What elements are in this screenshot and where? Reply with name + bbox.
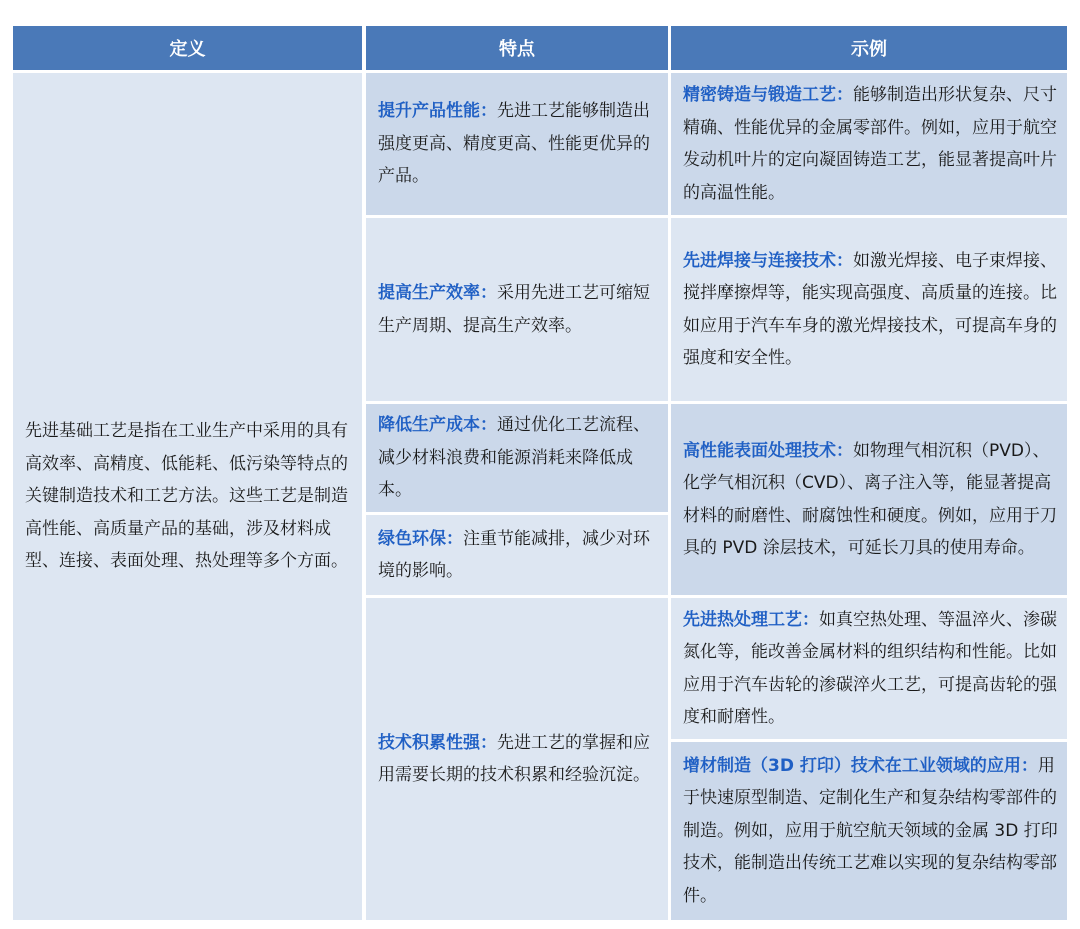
- feature-cell: [366, 515, 668, 595]
- header-definition-label: 定义: [169, 39, 206, 60]
- example-paragraph: [683, 245, 1059, 375]
- example-cell: [671, 742, 1067, 920]
- example-text: 如激光焊接、电子束焊接、搅拌摩擦焊等，能实现高强度、高质量的连接。比如应用于汽车车身的激光焊接技术，可提高车身的强度和安全性。: [683, 250, 1057, 368]
- example-paragraph: [683, 750, 1059, 913]
- example-cell: [671, 404, 1067, 595]
- header-features: [366, 26, 668, 70]
- feature-text: 通过优化工艺流程、减少材料浪费和能源消耗来降低成本。: [378, 415, 650, 501]
- feature-title: 提升产品性能：: [378, 101, 497, 122]
- feature-paragraph: [378, 277, 660, 342]
- feature-paragraph: [378, 95, 660, 193]
- feature-text: 先进工艺能够制造出强度更高、精度更高、性能更优异的产品。: [378, 101, 650, 187]
- header-definition: [13, 26, 362, 70]
- example-text: 如物理气相沉积（PVD）、化学气相沉积（CVD）、离子注入等，能显著提高材料的耐磨性、耐腐蚀性和硬度。例如，应用于刀具的 PVD 涂层技术，可延长刀具的使用寿命。: [683, 440, 1057, 558]
- example-text: 能够制造出形状复杂、尺寸精确、性能优异的金属零部件。例如，应用于航空发动机叶片的定向凝固铸造工艺，能显著提高叶片的高温性能。: [683, 85, 1057, 203]
- feature-text: 注重节能减排，减少对环境的影响。: [378, 528, 650, 581]
- feature-cell: [366, 404, 668, 512]
- feature-title: 技术积累性强：: [378, 732, 497, 753]
- example-cell: [671, 73, 1067, 215]
- feature-text: 采用先进工艺可缩短生产周期、提高生产效率。: [378, 283, 650, 336]
- example-title: 精密铸造与锻造工艺：: [683, 85, 853, 105]
- example-cell: [671, 598, 1067, 739]
- feature-text: 先进工艺的掌握和应用需要长期的技术积累和经验沉淀。: [378, 732, 650, 785]
- example-title: 先进热处理工艺：: [683, 609, 819, 630]
- feature-paragraph: [378, 409, 660, 507]
- header-examples-label: 示例: [851, 39, 887, 60]
- example-cell: [671, 218, 1067, 401]
- example-title: 先进焊接与连接技术：: [683, 250, 853, 271]
- feature-cell: [366, 73, 668, 215]
- feature-cell: [366, 218, 668, 401]
- example-text: 用于快速原型制造、定制化生产和复杂结构零部件的制造。例如，应用于航空航天领域的金属 3D 打印技术，能制造出传统工艺难以实现的复杂结构零部件。: [683, 755, 1058, 906]
- feature-title: 降低生产成本：: [378, 415, 497, 436]
- example-paragraph: [683, 79, 1059, 209]
- feature-paragraph: [378, 727, 660, 792]
- definition-text: 先进基础工艺是指在工业生产中采用的具有高效率、高精度、低能耗、低污染等特点的关键制造技术和工艺方法。这些工艺是制造高性能、高质量产品的基础，涉及材料成型、连接、表面处理、热处理等多个方面。: [25, 421, 348, 572]
- example-paragraph: [683, 604, 1059, 734]
- example-title: 增材制造（3D 打印）技术在工业领域的应用：: [683, 755, 1038, 776]
- definition-cell: [13, 73, 362, 920]
- example-text: 如真空热处理、等温淬火、渗碳氮化等，能改善金属材料的组织结构和性能。比如应用于汽车齿轮的渗碳淬火工艺，可提高齿轮的强度和耐磨性。: [683, 609, 1057, 727]
- header-examples: [671, 26, 1067, 70]
- example-title: 高性能表面处理技术：: [683, 440, 853, 461]
- header-features-label: 特点: [499, 39, 535, 60]
- feature-cell: [366, 598, 668, 920]
- feature-title: 提高生产效率：: [378, 283, 497, 303]
- example-paragraph: [683, 435, 1059, 565]
- feature-paragraph: [378, 523, 660, 588]
- feature-title: 绿色环保：: [378, 528, 463, 549]
